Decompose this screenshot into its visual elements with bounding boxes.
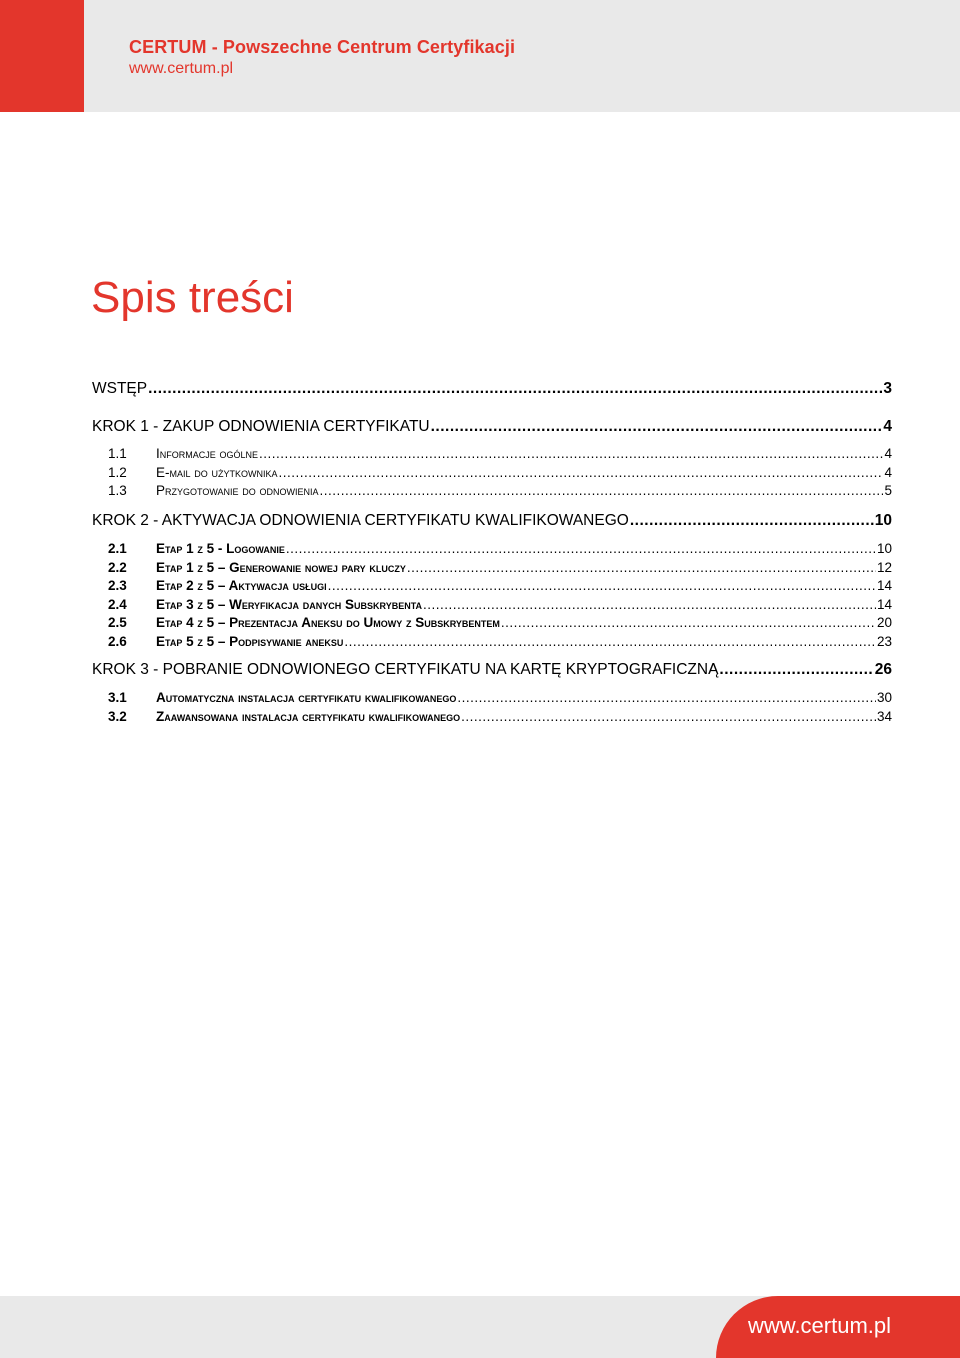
toc-entry-label: Zaawansowana instalacja certyfikatu kwalifikowanego — [156, 709, 461, 724]
table-of-contents — [92, 0, 892, 1358]
toc-entry-2-5[interactable] — [92, 615, 892, 630]
toc-leader — [328, 578, 876, 593]
toc-leader — [719, 661, 873, 679]
toc-entry-label: Przygotowanie do odnowienia — [156, 483, 319, 498]
toc-entry-krok3[interactable] — [92, 661, 892, 679]
toc-entry-label: WSTĘP — [92, 380, 148, 397]
toc-entry-page: 10 — [874, 512, 892, 529]
toc-leader — [286, 541, 876, 556]
toc-entry-1-1[interactable] — [92, 446, 892, 461]
header-title: CERTUM - Powszechne Centrum Certyfikacji — [129, 37, 516, 57]
toc-entry-krok2[interactable] — [92, 512, 892, 530]
toc-entry-page: 3 — [883, 380, 892, 397]
toc-entry-label: Etap 4 z 5 – Prezentacja Aneksu do Umowy z Subskrybentem — [156, 615, 500, 630]
toc-entry-page: 14 — [876, 597, 892, 612]
page-title: Spis treści — [91, 273, 294, 322]
toc-entry-2-6[interactable] — [92, 634, 892, 649]
toc-entry-label: KROK 1 - ZAKUP ODNOWIENIA CERTYFIKATU — [92, 418, 430, 435]
toc-leader — [431, 418, 883, 436]
toc-entry-number: 1.1 — [108, 446, 127, 461]
toc-entry-page: 12 — [876, 560, 892, 575]
toc-leader — [501, 615, 876, 630]
toc-entry-number: 3.1 — [108, 690, 127, 705]
toc-entry-page: 5 — [884, 483, 892, 498]
toc-entry-page: 4 — [884, 465, 892, 480]
toc-leader — [344, 634, 876, 649]
toc-entry-label: E-mail do użytkownika — [156, 465, 278, 480]
toc-entry-label: Etap 3 z 5 – Weryfikacja danych Subskrybenta — [156, 597, 423, 612]
toc-entry-page: 10 — [876, 541, 892, 556]
toc-leader — [461, 709, 876, 724]
toc-entry-number: 1.2 — [108, 465, 127, 480]
toc-leader — [407, 560, 876, 575]
toc-entry-number: 2.1 — [108, 541, 127, 556]
toc-entry-wstep[interactable] — [92, 380, 892, 398]
toc-entry-number: 3.2 — [108, 709, 127, 724]
toc-entry-label: Etap 2 z 5 – Aktywacja usługi — [156, 578, 327, 593]
toc-entry-number: 2.3 — [108, 578, 127, 593]
toc-leader — [259, 446, 883, 461]
toc-entry-krok1[interactable] — [92, 418, 892, 436]
toc-entry-2-3[interactable] — [92, 578, 892, 593]
toc-entry-page: 26 — [874, 661, 892, 678]
toc-entry-number: 1.3 — [108, 483, 127, 498]
toc-entry-number: 2.4 — [108, 597, 127, 612]
toc-leader — [423, 597, 876, 612]
toc-entry-label: Etap 1 z 5 – Generowanie nowej pary kluczy — [156, 560, 406, 575]
toc-entry-number: 2.2 — [108, 560, 127, 575]
toc-leader — [148, 380, 882, 398]
toc-entry-3-1[interactable] — [92, 690, 892, 705]
toc-entry-page: 14 — [876, 578, 892, 593]
toc-entry-page: 30 — [876, 690, 892, 705]
toc-entry-2-1[interactable] — [92, 541, 892, 556]
toc-entry-page: 4 — [884, 446, 892, 461]
toc-entry-page: 20 — [876, 615, 892, 630]
header-url: www.certum.pl — [129, 60, 234, 77]
toc-entry-2-4[interactable] — [92, 597, 892, 612]
toc-entry-label: Etap 1 z 5 - Logowanie — [156, 541, 285, 556]
toc-entry-label: Etap 5 z 5 – Podpisywanie aneksu — [156, 634, 344, 649]
toc-entry-2-2[interactable] — [92, 560, 892, 575]
toc-entry-number: 2.6 — [108, 634, 127, 649]
toc-leader — [320, 483, 884, 498]
toc-entry-page: 4 — [883, 418, 892, 435]
footer-url: www.certum.pl — [748, 1313, 892, 1338]
toc-entry-1-3[interactable] — [92, 483, 892, 498]
toc-entry-label: KROK 3 - POBRANIE ODNOWIONEGO CERTYFIKATU NA KARTĘ KRYPTOGRAFICZNĄ — [92, 661, 719, 678]
toc-entry-label: Automatyczna instalacja certyfikatu kwalifikowanego — [156, 690, 457, 705]
toc-entry-page: 34 — [876, 709, 892, 724]
toc-entry-number: 2.5 — [108, 615, 127, 630]
toc-entry-page: 23 — [876, 634, 892, 649]
toc-leader — [457, 690, 876, 705]
toc-leader — [630, 512, 874, 530]
toc-entry-label: KROK 2 - AKTYWACJA ODNOWIENIA CERTYFIKATU KWALIFIKOWANEGO — [92, 512, 629, 529]
toc-leader — [279, 465, 884, 480]
toc-entry-1-2[interactable] — [92, 465, 892, 480]
header-red-block — [0, 0, 84, 112]
toc-entry-3-2[interactable] — [92, 709, 892, 724]
toc-entry-label: Informacje ogólne — [156, 446, 259, 461]
